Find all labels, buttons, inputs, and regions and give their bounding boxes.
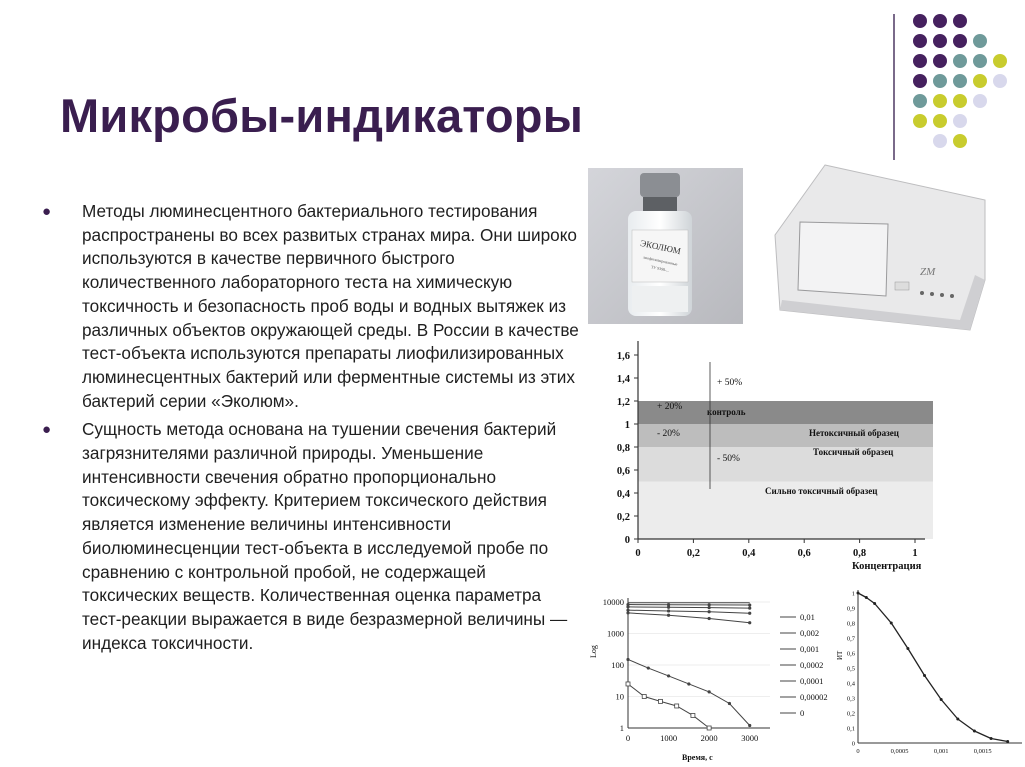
series-point [906,647,909,650]
decorative-dot [933,74,947,88]
series-point [873,602,876,605]
series-point [691,713,695,717]
y-tick-label: 0,8 [846,620,855,628]
x-tick-label: 0 [856,748,860,755]
series-point [626,603,629,606]
annotation-minus-50: - 50% [717,454,740,464]
annotation-minus-20: - 20% [657,429,680,439]
series-point [658,699,662,703]
legend-label: 0,0001 [800,676,824,686]
x-tick-label: 0 [635,548,641,559]
decorative-dot-grid [905,13,1025,163]
series-point [626,682,630,686]
series-point [667,674,670,677]
y-tick-label: 1 [851,590,855,598]
series-point [973,730,976,733]
y-tick-label: 0,4 [616,489,630,500]
band-label: Нетоксичный образец [809,428,899,438]
decorative-dot [973,54,987,68]
series-point [748,621,751,624]
bullet-text: Сущность метода основана на тушении свечения бактерий загрязнителями различной природы. Уменьшение интенсивности свечения обратно пропорционально токсическому эффекту. Критерием токсического действия является изменение величины интенсивности биолюминесценции тест-объекта в исследуемой пробе по сравнению с контрольной пробой, не содержащей токсических веществ. Количественная оценка параметра тест-реакции выражается в виде безразмерной величины — индекса токсичности. [82,419,568,653]
decorative-dot [973,34,987,48]
bullet-item [40,200,580,413]
band-label: контроль [707,407,746,417]
x-axis-label: Концентрация [852,561,922,572]
series-point [708,603,711,606]
bullet-item [40,418,580,655]
band-label: Токсичный образец [813,447,894,457]
y-tick-label: 0,2 [846,710,855,718]
series-point [708,690,711,693]
decorative-dot [913,74,927,88]
decorative-dot [913,114,927,128]
decorative-dot [933,94,947,108]
toxicity-band [638,401,933,424]
series-point [667,614,670,617]
y-tick-label: 0,7 [846,635,855,643]
bullet-icon: ● [42,421,52,439]
y-tick-label: 0,1 [846,725,855,733]
x-tick-label: 0,8 [853,548,867,559]
y-axis-label: ИТ [836,650,844,660]
y-tick-label: 0,2 [616,512,630,523]
series-point [923,674,926,677]
series-line [628,605,750,606]
legend-label: 0,01 [800,612,815,622]
bullet-text: Методы люминесцентного бактериального тестирования распространены во всех развитых странах мира. Они широко используются в качестве первичного быстрого количественного лабораторного теста на химическую токсичность и безопасность проб воды и водных вытяжек из различных объектов окружающей среды. В России в качестве тест-объекта используются препараты лиофилизированных люминесцентных бактерий или ферментные системы из этих бактерий серии «Эколюм». [82,201,579,411]
series-line [628,610,750,613]
y-tick-label: 1000 [607,628,624,639]
y-tick-label: 1,2 [616,397,630,408]
x-tick-label: 1 [912,548,918,559]
x-tick-label: 0,2 [686,548,700,559]
decorative-dot [933,54,947,68]
slide-title: Микробы-индикаторы [60,89,584,142]
series-point [1006,740,1009,743]
series-point [748,612,751,615]
series-point [626,658,629,661]
bullet-icon: ● [42,203,52,220]
series-line [628,659,750,725]
y-tick-label: 0,6 [616,466,630,477]
series-point [940,698,943,701]
series-point [626,611,629,614]
decorative-dot [953,114,967,128]
series-point [865,596,868,599]
series-line [858,593,1008,742]
chart-legend [778,610,838,730]
annotation-plus-50: + 50% [717,378,743,388]
decorative-dot [993,54,1007,68]
x-tick-label: 3000 [741,733,759,743]
series-point [748,607,751,610]
decorative-dot [973,94,987,108]
series-point [708,617,711,620]
y-tick-label: 100 [611,660,624,670]
series-point [890,622,893,625]
vial-label: ЭКОЛЮМ [639,237,682,257]
y-tick-label: 0,9 [846,605,855,613]
decorative-dot [933,14,947,28]
y-tick-label: 0,6 [846,650,855,658]
legend-label: 0,0002 [800,660,824,670]
x-tick-label: 2000 [700,733,718,743]
annotation-plus-20: + 20% [657,402,683,412]
series-point [748,603,751,606]
device-brand: ZM [920,266,936,278]
legend-label: 0 [800,708,805,718]
decorative-dot [993,74,1007,88]
series-point [687,682,690,685]
x-tick-label: 0,001 [933,748,949,755]
series-point [626,609,629,612]
luminometer-photo [770,160,1000,335]
vial-small-text: лиофилизированные [642,254,678,267]
decorative-dot [953,34,967,48]
y-tick-label: 1 [619,723,624,733]
x-tick-label: 0,4 [742,548,756,559]
series-point [857,592,860,595]
x-tick-label: 1000 [660,733,678,743]
legend-label: 0,001 [800,644,820,654]
series-point [707,726,711,730]
x-axis-label: Время, с [682,753,713,762]
y-tick-label: 0,4 [846,680,855,688]
series-point [990,737,993,740]
y-tick-label: 0,5 [846,665,855,673]
series-point [748,724,751,727]
y-tick-label: 0,8 [616,443,630,454]
toxicity-band-chart [595,337,940,575]
series-point [708,610,711,613]
x-tick-label: 0 [625,733,631,743]
vial-photo [588,168,743,324]
toxicity-index-chart [838,585,1024,767]
legend-label: 0,00002 [800,692,828,702]
series-point [675,704,679,708]
series-line [628,684,709,728]
decorative-dot [953,14,967,28]
decorative-dot [933,134,947,148]
y-axis-label: Log [589,645,598,658]
y-tick-label: 1 [624,420,630,431]
decorative-dot [973,74,987,88]
y-tick-label: 0 [624,535,630,546]
series-point [667,603,670,606]
decorative-dot [913,14,927,28]
vial-small-text: ТУ 9398-... [650,264,670,273]
band-label: Сильно токсичный образец [765,486,878,496]
x-tick-label: 0,6 [797,548,811,559]
decorative-divider [893,14,895,160]
series-point [708,606,711,609]
series-point [728,702,731,705]
y-tick-label: 1,6 [616,351,630,362]
series-line [628,613,750,623]
y-tick-label: 10000 [602,597,624,607]
series-point [956,718,959,721]
decorative-dot [953,74,967,88]
body-text [40,200,580,660]
decorative-dot [933,34,947,48]
y-tick-label: 0 [851,740,855,748]
legend-label: 0,002 [800,628,820,638]
y-tick-label: 10 [615,691,624,702]
series-line [628,607,750,608]
decorative-dot [913,54,927,68]
decorative-dot [953,94,967,108]
decorative-dot [933,114,947,128]
decorative-dot [913,94,927,108]
series-point [647,666,650,669]
decorative-dot [953,54,967,68]
y-tick-label: 0,3 [846,695,855,703]
decorative-dot [953,134,967,148]
x-tick-label: 0,0005 [890,748,909,755]
x-tick-label: 0,0015 [973,748,992,755]
decorative-dot [913,34,927,48]
series-point [667,609,670,612]
y-tick-label: 1,4 [616,374,630,385]
series-point [642,695,646,699]
